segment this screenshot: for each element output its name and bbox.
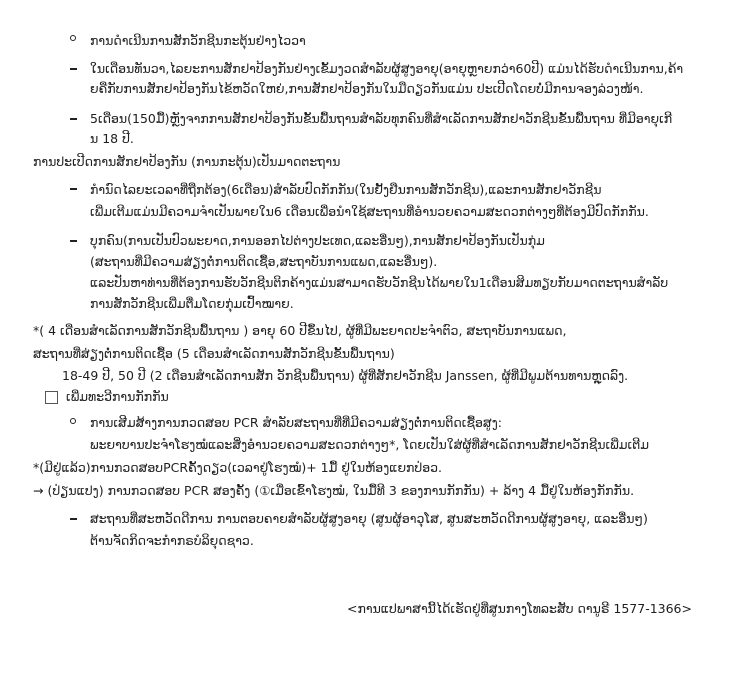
dash-bullet-icon (70, 518, 77, 520)
paragraph-line: ກຳນົດໄລຍະເວລາທີ່ຖືກຕ້ອງ(6ເດືອນ)ສຳລັບປົດກັກກັນ(ໃນຢັ້ງຢືນການສັກວັກຊີນ),ແລະການສັກຢາວັກຊີນ (90, 182, 602, 197)
paragraph-line: (ສະຖານທີ່ມີຄວາມສ່ຽງຕໍ່ການຕິດເຊື້ອ,ສະຖາບັນການແພດ,ແລະອື່ນໆ). (90, 254, 438, 269)
checkbox-label: ເພີ່ມທະວີການກັກກັນ (66, 389, 169, 404)
paragraph-line: ພະຍາບານປະຈຳໂຮງໝໍແລະສິ່ງອຳນວຍຄວາມສະດວກຕ່າງໆ*, ໂດຍເປັນໃສ່ຜູ້ທີ່ສຳເລັດການສັກຢາວັກຊີນເພີ່ມເຕີມ (90, 437, 650, 452)
paragraph-line: ນ 18 ປີ. (90, 131, 134, 146)
checkbox-icon (45, 391, 58, 404)
dash-bullet-icon (70, 188, 77, 190)
dash-bullet-icon (70, 118, 77, 120)
paragraph-line: ສະຖານທີ່ສະຫວັດດີການ ການຕອບຄາຍສຳລັບຜູ້ສູງອາຍຸ (ສູນຜູ້ອາວຸໂສ, ສູນສະຫວັດດີການຜູ້ສູງອາຍຸ, ແລະອື່ນໆ) (90, 511, 648, 526)
paragraph-line: ຍຄືກັບການສັກຢາປ້ອງກັນໄຂ້ຫວັດໃຫຍ່,ການສັກຢາປ້ອງກັນໃນມືດຽວກັນແມ່ນ ປະເປີດໂດຍບໍ່ມີການຈອງລ່ວງໜ້າ. (90, 81, 644, 96)
paragraph-line: ເພີ່ມເຕີມແມ່ນມີຄວາມຈຳເປັນພາຍໃນ6 ເດືອນເພື່ອນຳໃຊ້ສະຖານທີ່ອຳນວຍຄວາມສະດວກຕ່າງໆທີ່ຕ້ອງມີປົດກັກກັນ. (90, 204, 649, 219)
item-heading-pcr: ການເສີມສ້າງການກວດສອບ PCR ສຳລັບສະຖານທີ່ທີ່ມີຄວາມສ່ຽງຕໍ່ການຕິດເຊື້ອສູງ: (90, 415, 502, 430)
dash-bullet-icon (70, 68, 77, 70)
section-heading: ການປະເປີດການສັກຢາປ້ອງກັນ (ການກະຕຸ້ນ)ເປັນມາດຕະຖານ (33, 154, 341, 169)
item-heading-rapid-booster: ການດຳເນີນການສັກວັກຊີນກະຕຸ້ນຢ່າງໄວວາ (90, 33, 306, 48)
paragraph-line: ແລະປັນຫາທ່ານທີ່ຕ້ອງການຮັບວັກຊີນຕິກຄ້າງແມ່ນສາມາດຮັບວັກຊີນໄດ້ພາຍໃນ1ເດືອນສິມທຽບກັບມາດຕະຖານສຳລັບ (90, 275, 669, 290)
ring-bullet-icon (70, 418, 76, 424)
paragraph-line: ບຸກຄົນ(ການເປັນປົວພະຍາດ,ການອອກໄປຕ່າງປະເທດ,ແລະອື່ນໆ),ການສັກຢາປ້ອງກັນເປັນກຸ່ມ (90, 233, 545, 248)
ring-bullet-icon (70, 35, 76, 41)
note-line: ສະຖານທີ່ສ່ຽງຕໍ່ການຕິດເຊື້ອ (5 ເດືອນສຳເລັດການສັກວັກຊີນຂັ້ນພື້ນຖານ) (33, 346, 395, 361)
paragraph-line: ຕ້ານຈັດກິດຈະກຳກຣບໍລິຍຸດຊາວ. (90, 533, 254, 548)
paragraph-line: 5ເດືອນ(150ມື້)ຫຼັງຈາກການສັກຢາປ້ອງກັນຂັ້ນພື້ນຖານສຳລັບທຸກຄົນທີ່ສຳເລັດການສັກຢາວັກຊີນຂັ້ນພື້ນຖານ ທີ່ມີອາຍຸເກີ (90, 111, 673, 126)
note-line: *( 4 ເດືອນສຳເລັດການສັກວັກຊີນພື້ນຖານ ) ອາຍຸ 60 ປີຂຶ້ນໄປ, ຜູ້ທີ່ມີພະຍາດປະຈຳຕົວ, ສະຖາບັນການແພດ, (33, 323, 567, 338)
note-indent-line: 18-49 ປີ, 50 ປີ (2 ເດືອນສຳເລັດການສັກ ວັກຊີນພື້ນຖານ) ຜູ້ທີ່ສັກຢາວັກຊີນ Janssen, ຜູ້ທີ່ມີພູມຕ້ານທານຫຼຸດລົງ. (62, 368, 629, 383)
footer-translation-note: <ການແປພາສານີ້ໄດ້ເຮັດຢູ່ທີ່ສູນກາງໂທລະສັບ ດານູຣີ 1577-1366> (346, 601, 692, 616)
paragraph-line: ການສັກວັກຊີນເພີ່ມຕື່ມໂດຍກຸ່ມເປົ້າໝາຍ. (90, 296, 294, 311)
paragraph-line: *(ມີຢູ່ແລ້ວ)ການກວດສອບPCRຄັ້ງດຽວ(ເວລາຢູ່ໂຮງໝໍ)+ 1ມື້ ຢູ່ໃນຫ້ອງແຍກປ່ອວ. (33, 460, 443, 475)
paragraph-line: → (ປ່ຽນແປງ) ການກວດສອບ PCR ສອງຄັ້ງ (①ເມື່ອເຂົ້າໂຮງໝໍ, ໃນມື້ທີ 3 ຂອງການກັກກັນ) + ລ້າງ 4 ມື້ຢູ່ໃນຫ້ອງກັກກັນ. (33, 483, 635, 498)
dash-bullet-icon (70, 240, 77, 242)
paragraph-line: ໃນເດືອນທັນວາ,ໄລຍະການສັກຢາປ້ອງກັນຢ່າງເຂັ້ມງວດສຳລັບຜູ້ສູງອາຍຸ(ອາຍຸຫຼາຍກວ່າ60ປີ) ແມ່ນໄດ້ຮັບດຳເນີນການ,ຄ້າ (90, 61, 684, 76)
